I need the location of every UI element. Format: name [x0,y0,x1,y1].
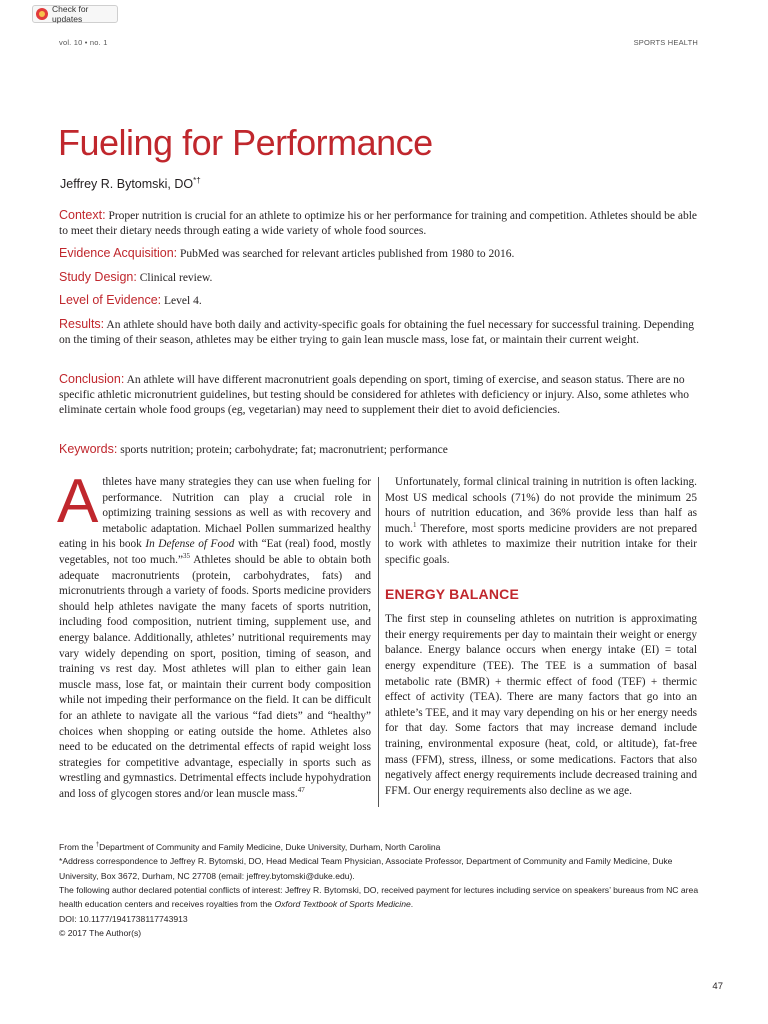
article-title: Fueling for Performance [58,122,433,163]
affiliation-note [59,838,705,854]
body-column-left [57,467,372,802]
abstract-keywords [59,442,699,458]
abstract-results [59,317,699,348]
footnote-mark: † [95,842,100,848]
body-paragraph [57,467,372,802]
abstract-label: Results: [59,317,105,331]
body-paragraph [385,475,697,569]
reference-mark: 47 [297,786,305,795]
conflict-note [59,883,705,912]
author-line [60,176,201,191]
abstract-level [59,293,699,309]
author-marks: *† [193,176,201,185]
correspondence-note: *Address correspondence to Jeffrey R. Bytomski, DO, Head Medical Team Physician, Associate Professor, Department of Community and Family Medicine, Duke University, Box 3672, Durham, NC 27708 (email: jeffrey.bytomski@duke.edu). [59,856,673,881]
abstract-label: Conclusion: [59,372,125,386]
footnote-text: From the [59,841,96,852]
abstract-evidence [59,246,699,262]
running-head-journal: SPORTS HEALTH [633,38,698,47]
author-name: Jeffrey R. Bytomski, DO [60,177,194,192]
abstract-label: Context: [59,208,106,222]
copyright-note: © 2017 The Author(s) [59,928,142,939]
abstract-context [59,208,699,239]
abstract-study-design [59,270,699,286]
footnote-text: Department of Community and Family Medicine, Duke University, Durham, North Carolina [99,841,441,852]
abstract-label: Study Design: [59,270,137,284]
book-title: In Defense of Food [145,538,235,551]
doi-link[interactable]: DOI: 10.1177/1941738117743913 [59,913,188,924]
abstract-label: Keywords: [59,442,118,456]
section-heading: ENERGY BALANCE [385,585,520,602]
abstract-text: An athlete will have different macronutrient goals depending on sport, timing of exercise, and season status. There are no specific athletic micronutrient guidelines, but testing should be considered for athletes with deficiency or injury. Also, some athletes who eliminate certain whole food groups (eg, vegetarian) may need to supplement their diet to avoid deficiencies. [59,374,689,417]
abstract-text: Proper nutrition is crucial for an athlete to optimize his or her performance for training and competition. Athletes should be able to meet their dietary needs through eating a wide variety of whole food sources. [59,210,697,238]
body-text: Athletes should be able to obtain both adequate macronutrients (protein, carbohydrates, fats) and micronutrients through a variety of foods. Sports medicine providers should help athletes navigate the many facets of sports nutrition, including food composition, nutrient timing, supplement use, and energy balance. Additionally, athletes’ nutritional requirements may vary widely depending on sport, position, timing of season, and training vs rest day. Most athletes will plan to either gain lean muscle mass, lose fat, or maintain their current body composition while not impeding their performance on the field. It can be difficult for an athlete to navigate all the various “fad diets” and “healthy” choices when shopping or eating outside the home. Athletes also need to be educated on the detrimental effects of rapid weight loss strategies for competitive advantage, especially in sports such as wrestling and gymnastics. Detrimental effects include hypohydration and loss of glycogen stores and/or lean muscle mass. [59,553,371,800]
column-divider [378,477,379,807]
footnote-text: The following author declared potential conflicts of interest: Jeffrey R. Bytomski, DO, received payment for lectures including service on speakers’ bureaus from NC area health education centers and receives royalties from the [59,885,699,910]
body-text: Therefore, most sports medicine providers are not prepared to work with athletes to maximize their nutrition intake for their specific goals. [385,522,697,566]
reference-mark: 1 [412,521,417,530]
abstract-text: An athlete should have both daily and activity-specific goals for obtaining the fuel necessary for successful training. Depending on the timing of their season, athletes may be either trying to gain lean muscle mass, lose fat, or maintain their current weight. [59,319,694,347]
abstract-text: Clinical review. [136,272,213,284]
footnotes [59,838,705,941]
page-number: 47 [712,981,723,992]
body-text: thletes have many strategies they can use when fueling for performance. Nutrition can play a crucial role in optimizing training sessions as well as with recovery and metabolic adaptation. Michael Pollen summarized healthy eating in his book [59,476,371,551]
check-for-updates-button[interactable] [32,5,118,23]
reference-mark: 35 [183,552,190,561]
abstract-conclusion [59,372,699,419]
check-for-updates-label: Check for updates [52,4,89,24]
abstract-text: sports nutrition; protein; carbohydrate; fat; macronutrient; performance [117,444,448,456]
footnote-text: . [410,899,414,910]
abstract-label: Evidence Acquisition: [59,246,178,260]
book-title: Oxford Textbook of Sports Medicine [274,899,411,910]
drop-cap: A [57,467,99,536]
abstract-label: Level of Evidence: [59,293,162,307]
running-head-volume: vol. 10 • no. 1 [59,38,108,47]
crossmark-icon [36,8,48,20]
body-text: with “Eat (real) food, mostly vegetables, not too much.” [59,538,372,566]
body-column-right [385,475,697,799]
abstract-text: Level 4. [161,295,202,307]
body-paragraph: The first step in counseling athletes on nutrition is approximating their energy requirements per day to maintain their weight or energy balance. Energy balance occurs when energy intake (EI) = total energy expenditure (TEE). The TEE is a summation of basal metabolic rate (BMR) + thermic effect of food (TEF) + thermic effect of activity (TEA). There are many factors that go into an athlete’s TEE, and it may vary depending on his or her energy needs for that day. Some factors that may increase demand include training, environmental exposure (heat, cold, or altitude), fat-free mass (FFM), stress, illness, or some medications. Factors that also negatively affect energy requirements include decreased training and FFM. Our energy requirements also decline as we age. [385,613,697,797]
abstract-text: PubMed was searched for relevant articles published from 1980 to 2016. [177,248,515,260]
body-text: Unfortunately, formal clinical training in nutrition is often lacking. Most US medical schools (71%) do not provide the minimum 25 hours of nutrition education, and 36% provide less than half as much. [385,476,697,535]
